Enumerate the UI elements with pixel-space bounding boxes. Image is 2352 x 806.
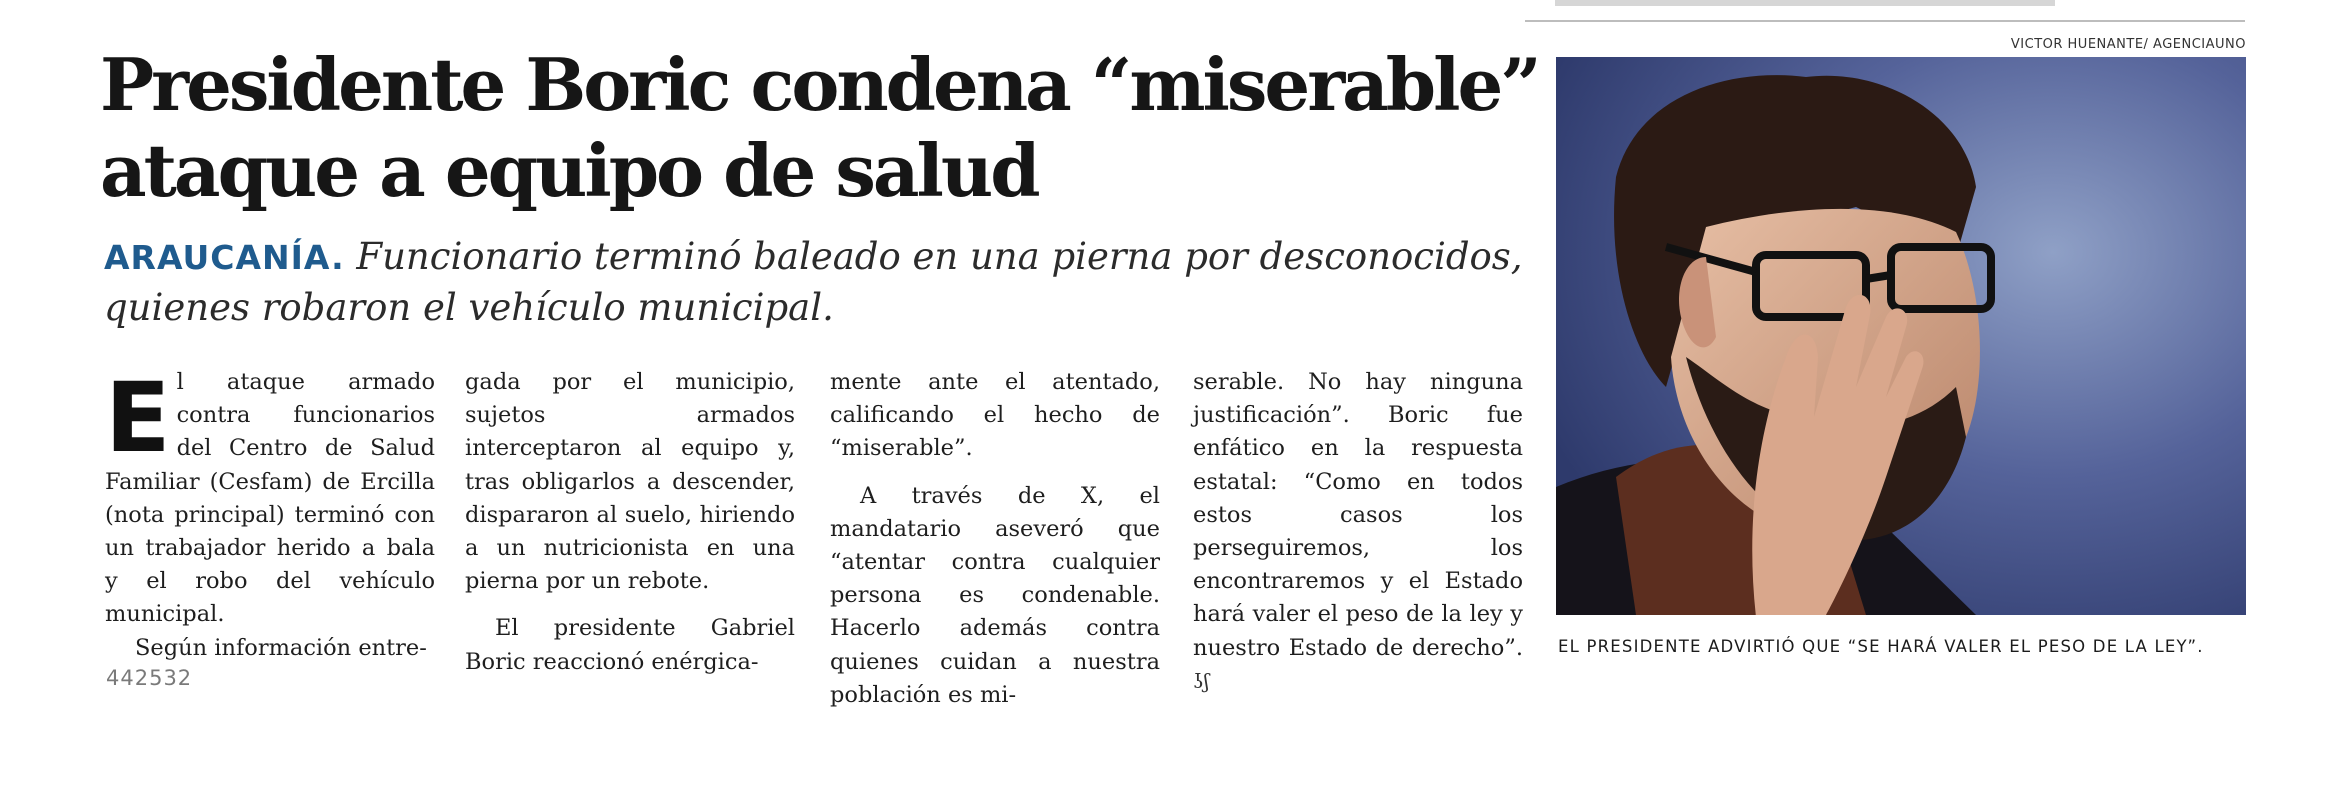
top-rule [1525, 0, 2245, 22]
cropped-header-text [1555, 0, 2055, 6]
paragraph: Según información entre- [135, 634, 427, 661]
photo-credit: VICTOR HUENANTE/ AGENCIAUNO [2010, 37, 2246, 52]
article-column-3 [830, 366, 1160, 712]
dropcap: E [105, 362, 171, 474]
paragraph: El presidente Gabriel Boric reaccionó enérgica- [465, 615, 795, 675]
paragraph: mente ante el atentado, calificando el hecho de “miserable”. [830, 369, 1160, 462]
paragraph [1193, 366, 1523, 698]
photo-caption: EL PRESIDENTE ADVIRTIÓ QUE “SE HARÁ VALER EL PESO DE LA LEY”. [1558, 637, 2204, 656]
lead-text: Funcionario terminó baleado en una pierna por desconocidos, quienes robaron el vehículo municipal. [104, 235, 1523, 329]
end-mark-icon: ʖʃ [1193, 668, 1210, 693]
article-column-2 [465, 366, 795, 679]
lead-paragraph [104, 232, 1524, 333]
paragraph-text: l ataque armado contra funcionarios del Centro de Salud Familiar (Cesfam) de Ercilla (nota principal) terminó con un trabajador herido a bala y el robo del vehículo municipal. [105, 369, 435, 628]
paragraph: gada por el municipio, sujetos armados interceptaron al equipo y, tras obligarlos a descender, dispararon al suelo, hiriendo a un nutricionista en una pierna por un rebote. [465, 369, 795, 595]
paragraph-text: serable. No hay ninguna justificación”. Boric fue enfático en la respuesta estatal: “Como en todos estos casos los perseguiremos, los encontraremos y el Estado hará valer el peso de la ley y nuestro Estado de derecho”. [1193, 369, 1523, 661]
article-column-1 [105, 362, 435, 665]
paragraph [105, 362, 435, 632]
clipping-id-stamp: 442532 [106, 666, 193, 690]
lead-kicker: ARAUCANÍA. [104, 238, 345, 277]
paragraph: A través de X, el mandatario aseveró que “atentar contra cualquier persona es condenable. Hacerlo además contra quienes cuidan a nuestra población es mi- [830, 482, 1160, 708]
president-photo [1556, 57, 2246, 615]
article-column-4 [1193, 366, 1523, 698]
headline: Presidente Boric condena “miserable” ataque a equipo de salud [100, 42, 1539, 213]
